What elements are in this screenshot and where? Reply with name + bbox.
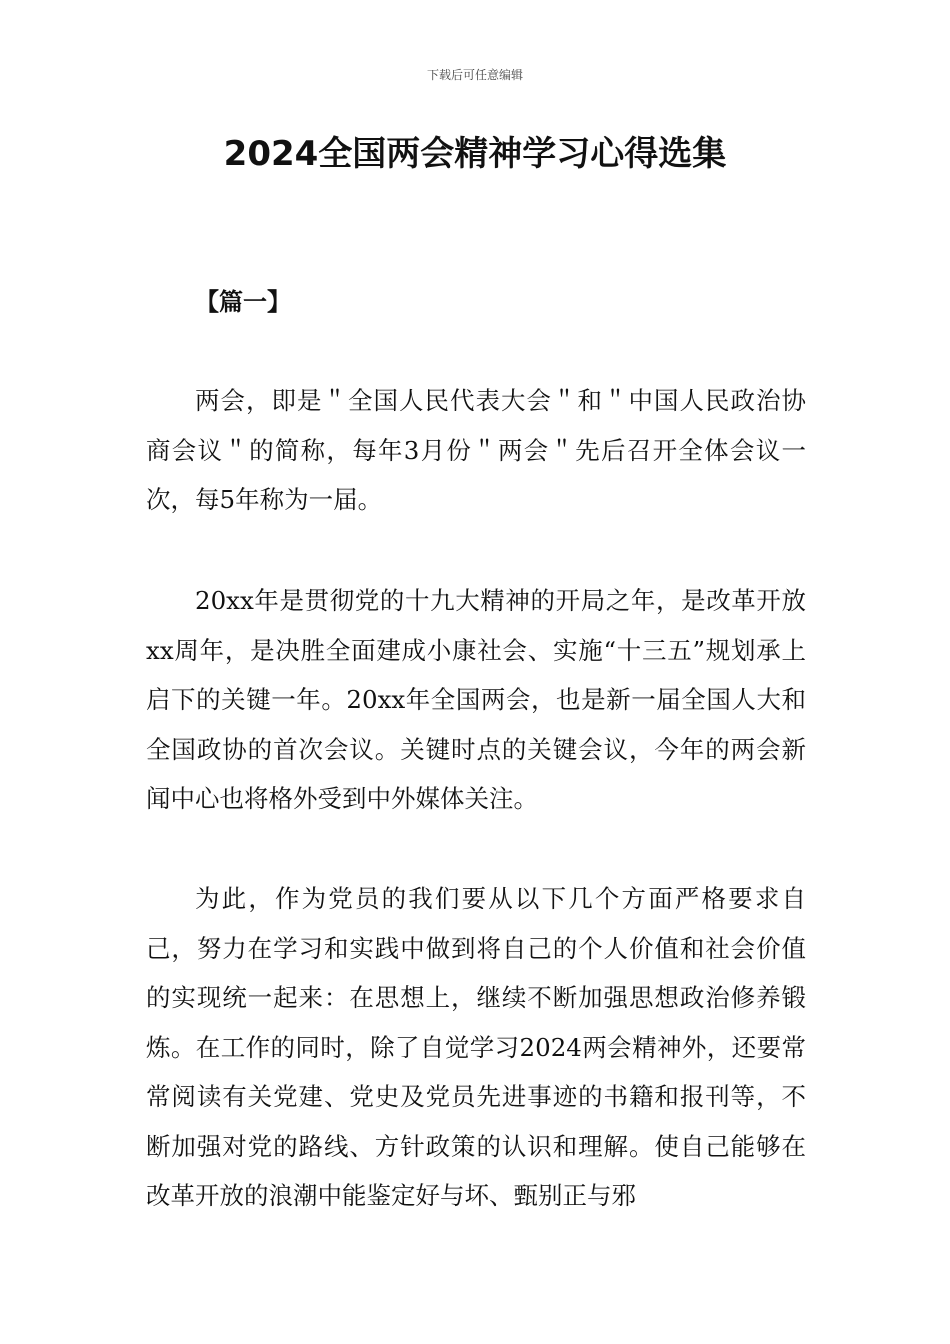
header-note: 下载后可任意编辑 bbox=[426, 68, 523, 82]
paragraph-2: 20xx年是贯彻党的十九大精神的开局之年，是改革开放xx周年，是决胜全面建成小康社会、实施“十三五”规划承上启下的关键一年。20xx年全国两会，也是新一届全国人大和全国政协的首次会议。关键时点的关键会议，今年的两会新闻中心也将格外受到中外媒体关注。 bbox=[146, 586, 806, 813]
section-label: 【篇一】 bbox=[195, 288, 291, 316]
paragraph-1: 两会，即是＂全国人民代表大会＂和＂中国人民政治协商会议＂的简称，每年3月份＂两会＂先后召开全体会议一次，每5年称为一届。 bbox=[146, 386, 806, 514]
paragraph-3: 为此，作为党员的我们要从以下几个方面严格要求自己，努力在学习和实践中做到将自己的个人价值和社会价值的实现统一起来：在思想上，继续不断加强思想政治修养锻炼。在工作的同时，除了自觉学习2024两会精神外，还要常常阅读有关党建、党史及党员先进事迹的书籍和报刊等，不断加强对党的路线、方针政策的认识和理解。使自己能够在改革开放的浪潮中能鉴定好与坏、甄别正与邪 bbox=[146, 884, 806, 1210]
document-title: 2024全国两会精神学习心得选集 bbox=[223, 134, 727, 174]
